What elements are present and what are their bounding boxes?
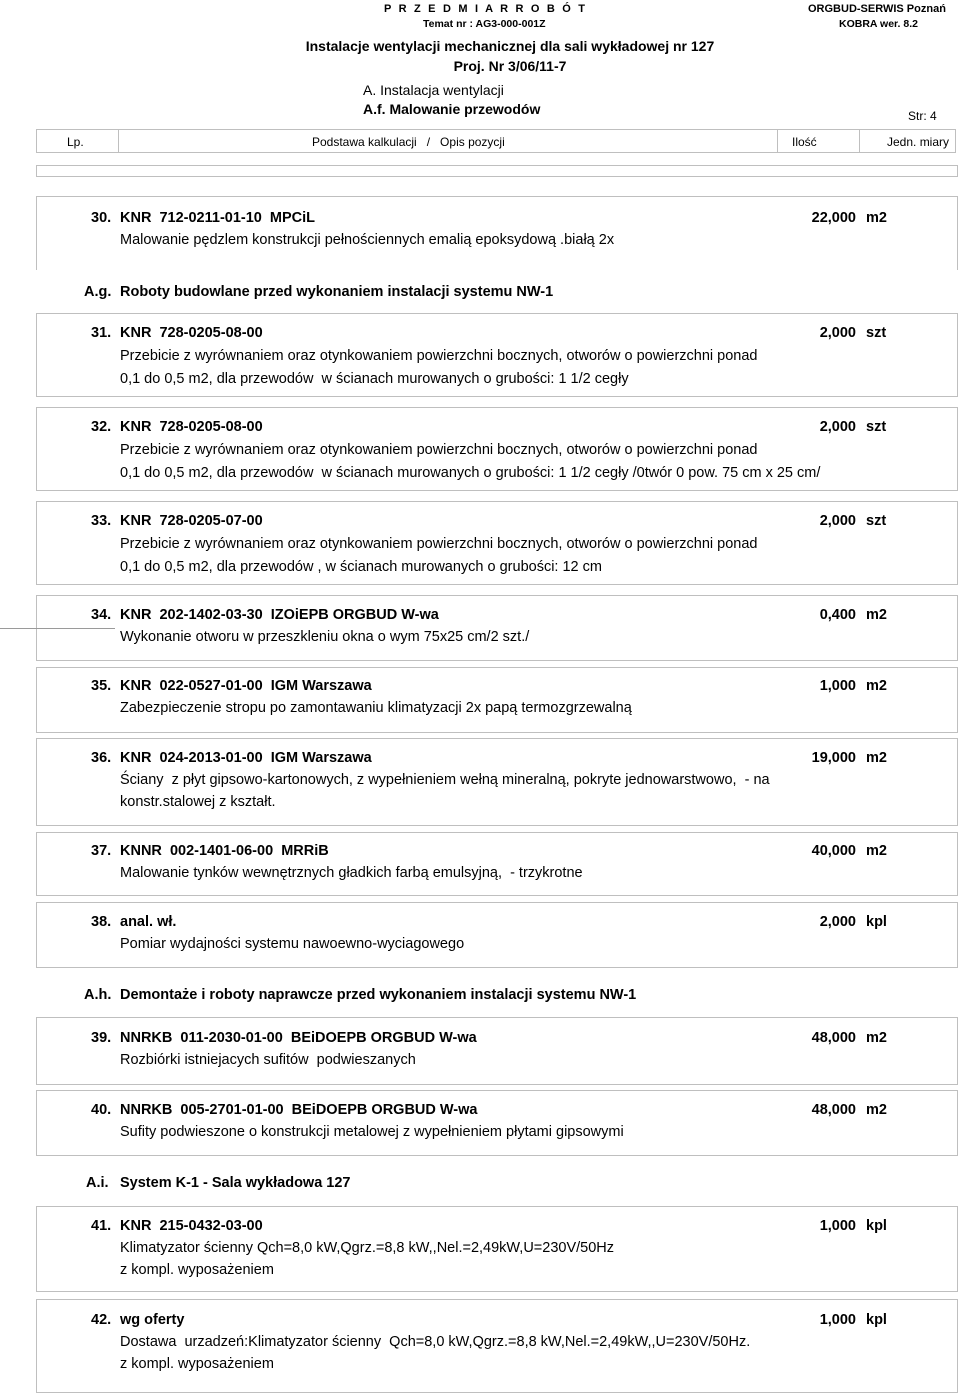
entry-description: Sufity podwieszone o konstrukcji metalowej z wypełnieniem płytami gipsowymi bbox=[120, 1124, 624, 1140]
column-header-basis: Podstawa kalkulacji / Opis pozycji bbox=[312, 135, 505, 149]
entry-number: 35. bbox=[91, 678, 112, 694]
entry-unit: szt bbox=[866, 419, 887, 435]
entry-description: Przebicie z wyrównaniem oraz otynkowaniem powierzchni bocznych, otworów o powierzchni ponad bbox=[120, 348, 758, 364]
project-number: Proj. Nr 3/06/11-7 bbox=[453, 58, 567, 74]
entry-quantity: 1,000 bbox=[819, 1312, 856, 1328]
entry-number: 30. bbox=[91, 210, 112, 226]
section-title: Roboty budowlane przed wykonaniem instalacji systemu NW-1 bbox=[120, 284, 554, 300]
entry-code: NNRKB 005-2701-01-00 BEiDOEPB ORGBUD W-wa bbox=[120, 1102, 478, 1118]
page-number: Str: 4 bbox=[908, 109, 937, 123]
entry-code: KNR 022-0527-01-00 IGM Warszawa bbox=[120, 678, 372, 694]
entry-unit: m2 bbox=[866, 843, 887, 859]
entry-unit: szt bbox=[866, 325, 887, 341]
entry-description: Przebicie z wyrównaniem oraz otynkowaniem powierzchni bocznych, otworów o powierzchni ponad bbox=[120, 536, 758, 552]
entry-description: Przebicie z wyrównaniem oraz otynkowaniem powierzchni bocznych, otworów o powierzchni ponad bbox=[120, 442, 758, 458]
entry-quantity: 48,000 bbox=[811, 1102, 856, 1118]
column-header-unit: Jedn. miary bbox=[887, 135, 950, 149]
entry-description: 0,1 do 0,5 m2, dla przewodów w ścianach murowanych o grubości: 1 1/2 cegły /0twór 0 pow. 75 cm x 25 cm/ bbox=[120, 465, 821, 481]
column-divider bbox=[118, 130, 119, 152]
entry-number: 37. bbox=[91, 843, 112, 859]
entry-code: anal. wł. bbox=[120, 914, 177, 930]
entry-code: KNR 728-0205-07-00 bbox=[120, 513, 263, 529]
entry-unit: szt bbox=[866, 513, 887, 529]
column-header-row bbox=[36, 129, 956, 153]
entry-description: Malowanie tynków wewnętrznych gładkich farbą emulsyjną, - trzykrotne bbox=[120, 865, 583, 881]
entry-code: KNR 728-0205-08-00 bbox=[120, 419, 263, 435]
entry-description: Malowanie pędzlem konstrukcji pełnościennych emalią epoksydową .białą 2x bbox=[120, 232, 615, 248]
spacer-box bbox=[36, 165, 958, 177]
entry-number: 34. bbox=[91, 607, 112, 623]
entry-description: z kompl. wyposażeniem bbox=[120, 1262, 274, 1278]
section-number: A.g. bbox=[84, 284, 112, 300]
entry-unit: m2 bbox=[866, 210, 887, 226]
column-divider bbox=[859, 130, 860, 152]
entry-quantity: 2,000 bbox=[819, 914, 856, 930]
entry-code: KNR 202-1402-03-30 IZOiEPB ORGBUD W-wa bbox=[120, 607, 439, 623]
company-name: ORGBUD-SERWIS Poznań bbox=[808, 3, 946, 15]
entry-unit: m2 bbox=[866, 1102, 887, 1118]
section-number: A.h. bbox=[84, 987, 112, 1003]
entry-quantity: 1,000 bbox=[819, 1218, 856, 1234]
section-title: Demontaże i roboty naprawcze przed wykonaniem instalacji systemu NW-1 bbox=[120, 987, 637, 1003]
entry-number: 40. bbox=[91, 1102, 112, 1118]
section-number: A.i. bbox=[86, 1175, 109, 1191]
entry-unit: kpl bbox=[866, 914, 887, 930]
entry-number: 38. bbox=[91, 914, 112, 930]
entry-number: 31. bbox=[91, 325, 112, 341]
entry-quantity: 19,000 bbox=[811, 750, 856, 766]
column-header-lp: Lp. bbox=[67, 135, 84, 149]
entry-code: wg oferty bbox=[120, 1312, 185, 1328]
entry-quantity: 48,000 bbox=[811, 1030, 856, 1046]
entry-code: KNR 024-2013-01-00 IGM Warszawa bbox=[120, 750, 372, 766]
entry-quantity: 2,000 bbox=[819, 419, 856, 435]
entry-description: Wykonanie otworu w przeszkleniu okna o wym 75x25 cm/2 szt./ bbox=[120, 629, 530, 645]
entry-quantity: 2,000 bbox=[819, 513, 856, 529]
entry-description: 0,1 do 0,5 m2, dla przewodów w ścianach murowanych o grubości: 1 1/2 cegły bbox=[120, 371, 629, 387]
entry-number: 32. bbox=[91, 419, 112, 435]
section-heading: A. Instalacja wentylacji bbox=[363, 82, 504, 98]
document-title: P R Z E D M I A R R O B Ó T bbox=[384, 3, 588, 15]
entry-unit: m2 bbox=[866, 750, 887, 766]
entry-number: 42. bbox=[91, 1312, 112, 1328]
entry-unit: m2 bbox=[866, 1030, 887, 1046]
entry-number: 41. bbox=[91, 1218, 112, 1234]
entry-number: 39. bbox=[91, 1030, 112, 1046]
entry-description: Ściany z płyt gipsowo-kartonowych, z wypełnieniem wełną mineralną, pokryte jednowarstwowo, - na bbox=[120, 772, 770, 788]
entry-code: KNR 215-0432-03-00 bbox=[120, 1218, 263, 1234]
column-divider bbox=[777, 130, 778, 152]
entry-code: KNR 728-0205-08-00 bbox=[120, 325, 263, 341]
entry-unit: m2 bbox=[866, 607, 887, 623]
entry-unit: m2 bbox=[866, 678, 887, 694]
entry-code: KNNR 002-1401-06-00 MRRiB bbox=[120, 843, 329, 859]
entry-description: Pomiar wydajności systemu nawoewno-wyciagowego bbox=[120, 936, 465, 952]
entry-unit: kpl bbox=[866, 1312, 887, 1328]
subsection-heading: A.f. Malowanie przewodów bbox=[363, 101, 541, 117]
entry-quantity: 22,000 bbox=[811, 210, 856, 226]
section-title: System K-1 - Sala wykładowa 127 bbox=[120, 1175, 351, 1191]
entry-description: Rozbiórki istniejacych sufitów podwieszanych bbox=[120, 1052, 416, 1068]
entry-quantity: 2,000 bbox=[819, 325, 856, 341]
entry-quantity: 40,000 bbox=[811, 843, 856, 859]
entry-description: konstr.stalowej z kształt. bbox=[120, 794, 276, 810]
entry-description: Klimatyzator ścienny Qch=8,0 kW,Qgrz.=8,8 kW,,Nel.=2,49kW,U=230V/50Hz bbox=[120, 1240, 615, 1256]
entry-description: z kompl. wyposażeniem bbox=[120, 1356, 274, 1372]
entry-number: 36. bbox=[91, 750, 112, 766]
topic-number: Temat nr : AG3-000-001Z bbox=[423, 18, 546, 30]
entry-code: KNR 712-0211-01-10 MPCiL bbox=[120, 210, 316, 226]
margin-line bbox=[0, 628, 115, 629]
entry-description: Zabezpieczenie stropu po zamontawaniu klimatyzacji 2x papą termozgrzewalną bbox=[120, 700, 632, 716]
entry-unit: kpl bbox=[866, 1218, 887, 1234]
column-header-qty: Ilość bbox=[792, 135, 817, 149]
entry-number: 33. bbox=[91, 513, 112, 529]
entry-quantity: 0,400 bbox=[819, 607, 856, 623]
entry-quantity: 1,000 bbox=[819, 678, 856, 694]
entry-description: Dostawa urzadzeń:Klimatyzator ścienny Qch=8,0 kW,Qgrz.=8,8 kW,Nel.=2,49kW,,U=230V/50Hz. bbox=[120, 1334, 751, 1350]
entry-description: 0,1 do 0,5 m2, dla przewodów , w ścianach murowanych o grubości: 12 cm bbox=[120, 559, 602, 575]
entry-code: NNRKB 011-2030-01-00 BEiDOEPB ORGBUD W-wa bbox=[120, 1030, 477, 1046]
project-title: Instalacje wentylacji mechanicznej dla sali wykładowej nr 127 bbox=[305, 38, 715, 54]
software-version: KOBRA wer. 8.2 bbox=[839, 18, 918, 30]
